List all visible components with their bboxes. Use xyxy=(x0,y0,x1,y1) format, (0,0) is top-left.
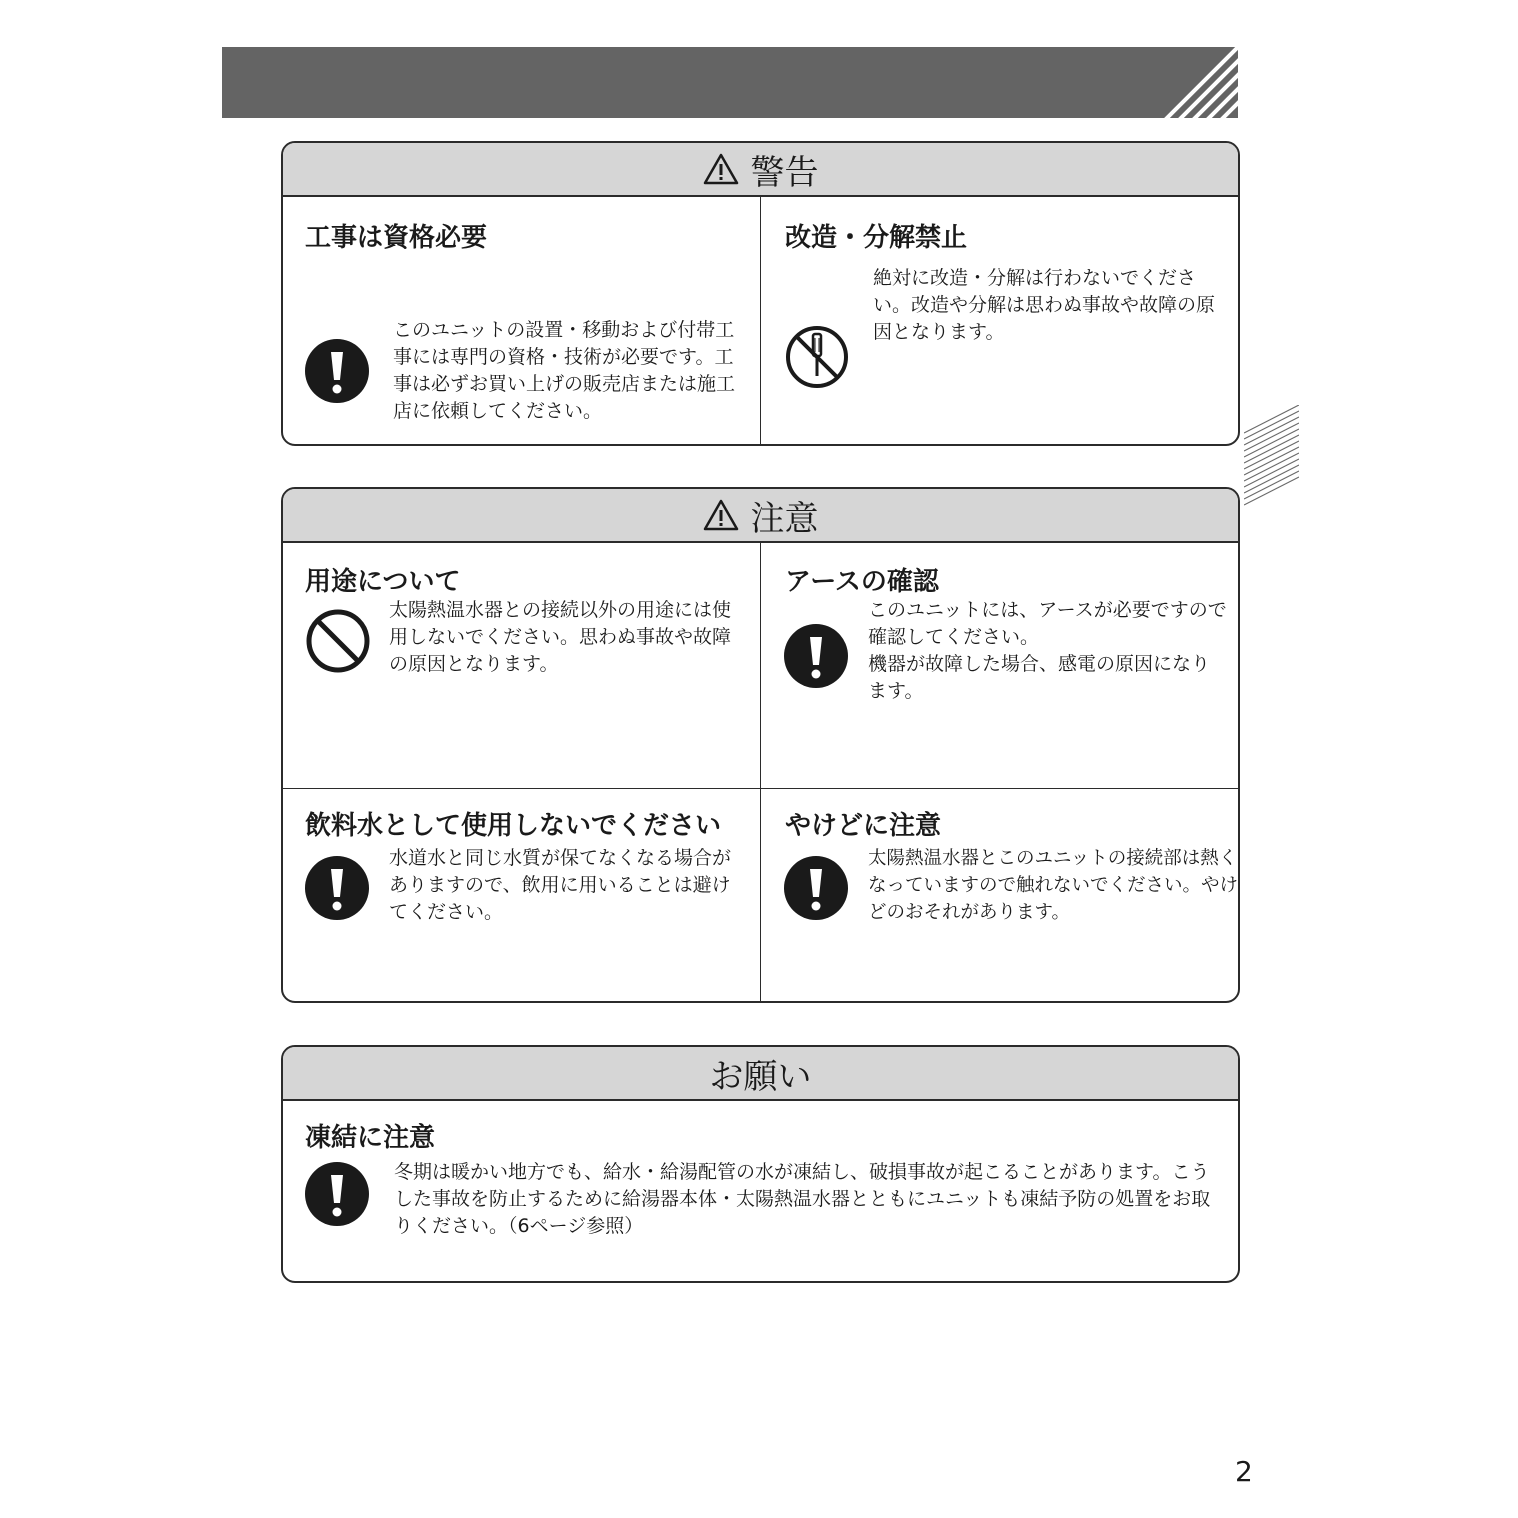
request-item-freezing xyxy=(283,1101,1238,1281)
caution-item-usage xyxy=(283,543,761,788)
page-number: 2 xyxy=(1235,1455,1253,1488)
item-text: 太陽熱温水器との接続以外の用途には使用しないでください。思わぬ事故や故障の原因となります。 xyxy=(389,599,732,675)
side-stripes-decoration xyxy=(1244,405,1299,507)
warning-box xyxy=(281,141,1240,446)
item-text: 絶対に改造・分解は行わないでください。改造や分解は思わぬ事故や故障の原因となります。 xyxy=(873,267,1216,343)
caution-header xyxy=(283,489,1238,543)
warning-item-qualification xyxy=(283,197,761,444)
item-title: 用途について xyxy=(305,567,461,597)
request-box xyxy=(281,1045,1240,1283)
warning-header-label: 警告 xyxy=(750,152,819,193)
header-bar xyxy=(222,47,1238,118)
caution-item-burn xyxy=(761,789,1238,1002)
caution-header-label: 注意 xyxy=(750,498,819,539)
item-title: アースの確認 xyxy=(785,567,939,597)
request-header xyxy=(283,1047,1238,1101)
item-text: 太陽熱温水器とこのユニットの接続部は熱くなっていますので触れないでください。やけどのおそれがあります。 xyxy=(868,848,1239,923)
prohibited-icon xyxy=(304,607,372,675)
item-title: 凍結に注意 xyxy=(305,1123,436,1153)
warning-item-no-modification xyxy=(761,197,1238,444)
item-title: 飲料水として使用しないでください xyxy=(305,811,722,841)
caution-triangle-icon xyxy=(703,499,739,531)
warning-header xyxy=(283,143,1238,197)
item-text: このユニットの設置・移動および付帯工事には専門の資格・技術が必要です。工事は必ずお買い上げの販売店または施工店に依頼してください。 xyxy=(393,319,736,422)
caution-item-drinking-water xyxy=(283,789,761,1002)
item-title: 工事は資格必要 xyxy=(305,223,488,253)
mandatory-icon xyxy=(783,855,849,921)
item-title: やけどに注意 xyxy=(785,811,942,841)
caution-box xyxy=(281,487,1240,1003)
no-disassembly-icon xyxy=(784,324,850,390)
warning-triangle-icon xyxy=(703,153,739,185)
mandatory-icon xyxy=(304,1161,370,1227)
item-text: 水道水と同じ水質が保てなくなる場合がありますので、飲用に用いることは避けてください。 xyxy=(389,847,732,923)
caution-item-earth xyxy=(761,543,1238,788)
mandatory-icon xyxy=(783,623,849,689)
mandatory-icon xyxy=(304,338,370,404)
mandatory-icon xyxy=(304,855,370,921)
request-header-label: お願い xyxy=(709,1056,812,1097)
item-title: 改造・分解禁止 xyxy=(785,223,968,253)
header-stripes-decoration xyxy=(1148,47,1238,118)
item-text: このユニットには、アースが必要ですので確認してください。 機器が故障した場合、感電の原因になります。 xyxy=(868,599,1227,702)
item-text: 冬期は暖かい地方でも、給水・給湯配管の水が凍結し、破損事故が起こることがあります。こうした事故を防止するために給湯器本体・太陽熱温水器とともにユニットも凍結予防の処置をお取りください。（6ページ参照） xyxy=(394,1161,1211,1237)
